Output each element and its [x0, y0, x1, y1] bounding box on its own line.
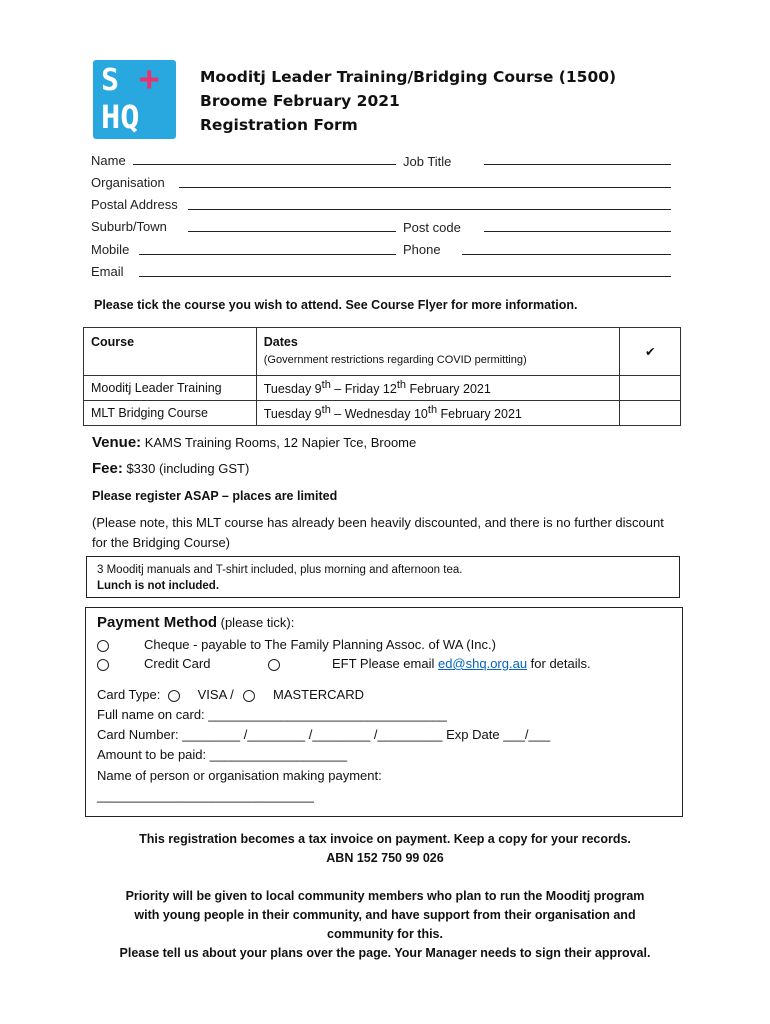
payment-title: Payment Method (please tick):	[97, 614, 295, 631]
postal-address-field[interactable]	[188, 209, 671, 210]
name-field[interactable]	[133, 164, 396, 165]
priority-line2: with young people in their community, and have support from their organisation and	[134, 908, 636, 922]
eft-option[interactable]: EFT Please email ed@shq.org.au for details.	[268, 656, 591, 671]
logo-s: S	[101, 63, 120, 98]
form-title-line2: Broome February 2021	[200, 92, 400, 110]
inclusions-line2: Lunch is not included.	[97, 580, 220, 592]
cheque-option[interactable]: Cheque - payable to The Family Planning Assoc. of WA (Inc.)	[97, 637, 496, 652]
mastercard-radio[interactable]	[243, 690, 255, 702]
tax-invoice-note: This registration becomes a tax invoice on payment. Keep a copy for your records.	[139, 832, 631, 846]
logo-hq: HQ	[101, 98, 140, 136]
card-number[interactable]: Card Number: ________ /________ /________ /_________ Exp Date ___/___	[97, 727, 551, 742]
cheque-radio[interactable]	[97, 640, 109, 652]
eft-email-link[interactable]: ed@shq.org.au	[437, 656, 528, 671]
form-title-line3: Registration Form	[200, 116, 358, 134]
priority-line1: Priority will be given to local community members who plan to run the Mooditj program	[125, 889, 645, 903]
table-row	[84, 401, 681, 426]
mobile-label: Mobile	[91, 242, 130, 257]
full-name-on-card[interactable]: Full name on card: _________________________________	[97, 707, 447, 722]
form-title-line1: Mooditj Leader Training/Bridging Course (1500)	[200, 68, 617, 86]
amount-to-pay[interactable]: Amount to be paid: ___________________	[97, 747, 348, 762]
fee: Fee: $330 (including GST)	[92, 460, 250, 477]
job-title-label: Job Title	[403, 154, 452, 169]
mobile-field[interactable]	[139, 254, 396, 255]
credit-card-option[interactable]: Credit Card	[97, 656, 210, 671]
email-field[interactable]	[139, 276, 671, 277]
dates-header: Dates (Government restrictions regarding COVID permitting)	[256, 328, 620, 376]
payer-label: Name of person or organisation making payment:	[97, 768, 382, 783]
tick-column-header	[620, 328, 681, 376]
priority-line3: community for this.	[327, 927, 443, 941]
course-name: MLT Bridging Course	[84, 401, 257, 426]
discount-note: (Please note, this MLT course has already been heavily discounted, and there is no further discount for the Bridging Course)	[92, 515, 664, 550]
tick-box-bridging-course[interactable]	[620, 401, 681, 426]
inclusions-line1: 3 Mooditj manuals and T-shirt included, plus morning and afternoon tea.	[97, 564, 463, 576]
phone-label: Phone	[403, 242, 441, 257]
job-title-field[interactable]	[484, 164, 671, 165]
course-dates: Tuesday 9th – Wednesday 10th February 2021	[256, 401, 620, 426]
tick-box-leader-training[interactable]	[620, 376, 681, 401]
name-label: Name	[91, 153, 126, 168]
priority-line4: Please tell us about your plans over the page. Your Manager needs to sign their approval.	[119, 946, 651, 960]
card-type-row: Card Type: VISA / MASTERCARD	[97, 687, 365, 702]
shq-logo	[93, 60, 176, 139]
payer-field[interactable]: ______________________________	[97, 788, 314, 803]
logo-plus: +	[139, 59, 160, 99]
venue: Venue: KAMS Training Rooms, 12 Napier Tce, Broome	[92, 434, 417, 451]
course-dates: Tuesday 9th – Friday 12th February 2021	[256, 376, 620, 401]
suburb-label: Suburb/Town	[91, 219, 167, 234]
organisation-label: Organisation	[91, 175, 165, 190]
credit-card-radio[interactable]	[97, 659, 109, 671]
course-instruction: Please tick the course you wish to attend. See Course Flyer for more information.	[94, 298, 578, 312]
visa-radio[interactable]	[168, 690, 180, 702]
payment-section	[85, 607, 683, 817]
inclusions-box	[86, 556, 680, 598]
register-notice: Please register ASAP – places are limited	[92, 489, 338, 503]
postal-address-label: Postal Address	[91, 197, 178, 212]
suburb-field[interactable]	[188, 231, 396, 232]
eft-radio[interactable]	[268, 659, 280, 671]
check-icon: ✔	[644, 345, 656, 359]
table-row	[84, 376, 681, 401]
abn: ABN 152 750 99 026	[326, 851, 444, 865]
course-table	[83, 327, 681, 426]
post-code-field[interactable]	[484, 231, 671, 232]
post-code-label: Post code	[403, 220, 461, 235]
phone-field[interactable]	[462, 254, 671, 255]
course-name: Mooditj Leader Training	[84, 376, 257, 401]
course-header: Course	[84, 328, 257, 376]
email-label: Email	[91, 264, 124, 279]
organisation-field[interactable]	[179, 187, 671, 188]
